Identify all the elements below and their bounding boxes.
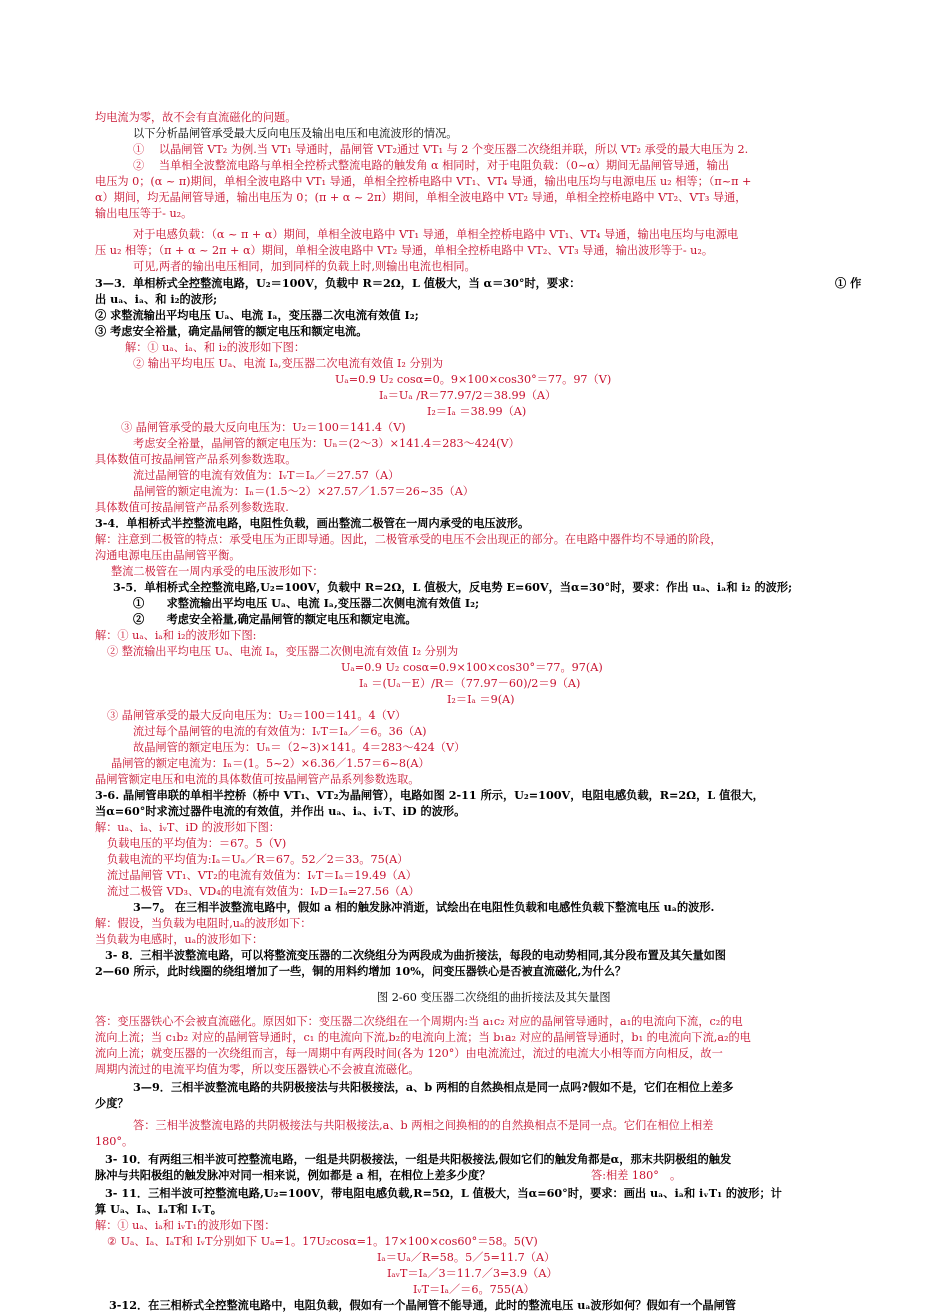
text-line: 当负载为电感时，uₐ的波形如下： (95, 933, 264, 946)
text-line: 流向上流；就变压器的一次绕组而言，每一周期中有两段时间(各为 120°）由电流流过，流过的电流大小相等而方向相反，故一 (95, 1047, 723, 1060)
text-line: 晶闸管额定电压和电流的具体数值可按晶闸管产品系列参数选取。 (95, 773, 420, 786)
text-line: 负载电压的平均值为：＝67。5（V) (107, 837, 287, 850)
text-line: 算 Uₐ、Iₐ、IₐT和 IᵥT。 (95, 1202, 222, 1216)
text-line: 周期内流过的电流平均值为零，所以变压器铁心不会被直流磁化。 (95, 1063, 420, 1076)
text-line: 解：① uₐ、iₐ、和 i₂的波形如下图： (125, 341, 306, 354)
text-line: 图 2-60 变压器二次绕组的曲折接法及其矢量图 (377, 991, 611, 1004)
text-line: 脉冲与共阳极组的触发脉冲对同一相来说，例如都是 a 相，在相位上差多少度？ (95, 1168, 491, 1182)
text-line: ③ 晶闸管承受的最大反向电压为：U₂＝100＝141。4（V） (107, 709, 407, 722)
text-line: 流过晶闸管 VT₁、VT₂的电流有效值为：IᵥT＝Iₐ＝19.49（A） (107, 869, 417, 882)
text-line: 3- 11．三相半波可控整流电路,U₂=100V，带电阻电感负载,R=5Ω，L 值极大，当α=60°时，要求：画出 uₐ、iₐ和 iᵥT₁ 的波形；计 (105, 1186, 782, 1200)
text-line: 3- 8．三相半波整流电路，可以将整流变压器的二次绕组分为两段成为曲折接法，每段的电动势相同,其分段布置及其矢量如图 (105, 948, 726, 962)
text-line: 解：① uₐ、iₐ和 i₂的波形如下图: (95, 629, 257, 642)
text-line: 电压为 0；(α ~ π)期间，单相全波电路中 VT₁ 导通，单相全控桥电路中 VT₁、VT₄ 导通，输出电压均与电源电压 u₂ 相等；（π~π + (95, 175, 752, 188)
text-line: α）期间，均无晶闸管导通，输出电压为 0；(π + α ~ 2π）期间，单相全波电路中 VT₂ 导通，单相全控桥电路中 VT₂、VT₃ 导通， (95, 191, 747, 204)
text-line: 当α=60°时求流过器件电流的有效值，并作出 uₐ、iₐ、iᵥT、iD 的波形。 (95, 804, 466, 818)
text-line: 解：注意到二极管的特点：承受电压为正即导通。因此，二极管承受的电压不会出现正的部分。在电路中器件均不导通的阶段， (95, 533, 722, 546)
text-line: 可见,两者的输出电压相同，加到同样的负载上时,则输出电流也相同。 (133, 260, 476, 273)
text-line: 解：① uₐ、iₐ和 iᵥT₁的波形如下图： (95, 1219, 276, 1232)
text-line: ② 整流输出平均电压 Uₐ、电流 Iₐ，变压器二次侧电流有效值 I₂ 分别为 (107, 645, 459, 658)
text-line: 流过二极管 VD₃、VD₄的电流有效值为：IᵥD＝Iₐ=27.56（A） (107, 885, 420, 898)
text-line: 流过每个晶闸管的电流的有效值为：IᵥT＝Iₐ／＝6。36（A) (133, 725, 427, 738)
text-line: 180°。 (95, 1135, 134, 1148)
text-line: 出 uₐ、iₐ、和 i₂的波形; (95, 292, 218, 306)
text-line: ② 考虑安全裕量,确定晶闸管的额定电压和额定电流。 (133, 612, 417, 626)
text-line: 解：uₐ、iₐ、iᵥT、iD 的波形如下图： (95, 821, 280, 834)
text-line: 3-5．单相桥式全控整流电路,U₂=100V，负载中 R=2Ω，L 值极大，反电势 E=60V，当α=30°时，要求：作出 uₐ、iₐ和 i₂ 的波形; (113, 580, 793, 594)
text-line: ② Uₐ、Iₐ、IₐT和 IᵥT分别如下 Uₐ=1。17U₂cosα=1。17×100×cos60°＝58。5(V) (107, 1235, 538, 1248)
text-line: 具体数值可按晶闸管产品系列参数选取。 (95, 453, 297, 466)
text-line: 少度？ (95, 1096, 129, 1110)
text-line: 压 u₂ 相等；（π + α ~ 2π + α）期间，单相全波电路中 VT₂ 导通，单相全控桥电路中 VT₂、VT₃ 导通，输出波形等于- u₂。 (95, 244, 714, 257)
text-line: Uₐ=0.9 U₂ cosα=0.9×100×cos30°＝77。97(A) (341, 661, 603, 674)
text-line: 输出电压等于- u₂。 (95, 207, 193, 220)
text-line: ② 求整流输出平均电压 Uₐ、电流 Iₐ，变压器二次电流有效值 I₂; (95, 308, 419, 322)
text-line: Iₐ ＝(Uₐ－E）/R＝（77.97－60)/2＝9（A) (359, 677, 581, 690)
text-line: 2—60 所示，此时线圈的绕组增加了一些，铜的用料约增加 10%，问变压器铁心是否被直流磁化,为什么？ (95, 964, 627, 978)
text-line: 以下分析晶闸管承受最大反向电压及输出电压和电流波形的情况。 (133, 127, 458, 140)
text-line: 晶闸管的额定电流为：Iₙ＝(1.5～2）×27.57／1.57＝26~35（A） (133, 485, 474, 498)
text-line: 具体数值可按晶闸管产品系列参数选取. (95, 501, 289, 514)
text-line: 流过晶闸管的电流有效值为：IᵥT＝Iₐ／＝27.57（A） (133, 469, 400, 482)
text-line: 3—3．单相桥式全控整流电路，U₂＝100V，负载中 R＝2Ω，L 值极大，当 α＝30°时，要求： (95, 276, 581, 290)
text-line: ① 作 (835, 276, 862, 290)
text-line: 3—9．三相半波整流电路的共阴极接法与共阳极接法，a、b 两相的自然换相点是同一点吗?假如不是，它们在相位上差多 (133, 1080, 734, 1094)
text-line: Iₐ＝Uₐ／R=58。5／5=11.7（A） (377, 1251, 556, 1264)
text-line: IₐᵥT＝Iₐ／3＝11.7／3=3.9（A） (387, 1267, 558, 1280)
text-line: I₂＝Iₐ ＝9(A) (447, 693, 515, 706)
text-line: IᵥT＝Iₐ／＝6。755(A） (413, 1283, 535, 1296)
text-line: 均电流为零，故不会有直流磁化的问题。 (95, 111, 297, 124)
text-line: 3-12．在三相桥式全控整流电路中，电阻负载，假如有一个晶闸管不能导通，此时的整流电压 uₐ波形如何？假如有一个晶闸管 (109, 1298, 736, 1312)
text-line: 答：变压器铁心不会被直流磁化。原因如下：变压器二次绕组在一个周期内:当 a₁c₂ 对应的晶闸管导通时，a₁的电流向下流，c₂的电 (95, 1015, 743, 1028)
text-line: 3- 10．有两组三相半波可控整流电路，一组是共阴极接法，一组是共阳极接法,假如它们的触发角都是α，那末共阴极组的触发 (105, 1152, 732, 1166)
text-line: Uₐ=0.9 U₂ cosα=0。9×100×cos30°＝77。97（V) (335, 373, 612, 386)
text-line: 整流二极管在一周内承受的电压波形如下： (111, 565, 324, 578)
text-line: ② 当单相全波整流电路与单相全控桥式整流电路的触发角 α 相同时，对于电阻负载：（0~α）期间无晶闸管导通，输出 (133, 159, 730, 172)
text-line: 晶闸管的额定电流为：Iₙ＝(1。5~2）×6.36／1.57＝6~8(A） (111, 757, 430, 770)
text-line: 沟通电源电压由晶闸管平衡。 (95, 549, 241, 562)
text-line: 解：假设，当负载为电阻时,uₐ的波形如下： (95, 917, 312, 930)
text-line: ③ 考虑安全裕量，确定晶闸管的额定电压和额定电流。 (95, 324, 368, 338)
text-line: 流向上流；当 c₁b₂ 对应的晶闸管导通时，c₁ 的电流向下流,b₂的电流向上流；当 b₁a₂ 对应的晶闸管导通时，b₁ 的电流向下流,a₂的电 (95, 1031, 751, 1044)
text-line: 对于电感负载：（α ~ π + α）期间，单相全波电路中 VT₁ 导通，单相全控桥电路中 VT₁、VT₄ 导通，输出电压均与电源电 (133, 228, 739, 241)
text-line: 3-4．单相桥式半控整流电路，电阻性负载，画出整流二极管在一周内承受的电压波形。 (95, 516, 530, 530)
text-line: Iₐ＝Uₐ /R＝77.97/2＝38.99（A） (379, 389, 557, 402)
text-line: ① 以晶闸管 VT₂ 为例.当 VT₁ 导通时，晶闸管 VT₂通过 VT₁ 与 2 个变压器二次绕组并联，所以 VT₂ 承受的最大电压为 2. (133, 143, 749, 156)
text-line: 负载电流的平均值为:Iₐ＝Uₐ／R＝67。52／2＝33。75(A） (107, 853, 409, 866)
text-line: ② 输出平均电压 Uₐ、电流 Iₐ,变压器二次电流有效值 I₂ 分别为 (133, 357, 444, 370)
text-line: 故晶闸管的额定电压为：Uₙ＝（2~3)×141。4＝283～424（V） (133, 741, 466, 754)
text-line: ③ 晶闸管承受的最大反向电压为：U₂＝100＝141.4（V) (121, 421, 406, 434)
text-line: 3-6. 晶闸管串联的单相半控桥（桥中 VT₁、VT₂为晶闸管），电路如图 2-11 所示，U₂=100V，电阻电感负载，R=2Ω，L 值很大， (95, 788, 764, 802)
text-line: I₂＝Iₐ ＝38.99（A) (427, 405, 527, 418)
text-line: 考虑安全裕量，晶闸管的额定电压为：Uₙ＝(2～3）×141.4＝283～424(V） (133, 437, 520, 450)
text-line: 3—7。 在三相半波整流电路中，假如 a 相的触发脉冲消逝，试绘出在电阻性负载和电感性负载下整流电压 uₐ的波形. (133, 900, 715, 914)
text-line: 答:相差 180° 。 (591, 1169, 682, 1182)
text-line: 答：三相半波整流电路的共阴极接法与共阳极接法,a、b 两相之间换相的的自然换相点不是同一点。它们在相位上相差 (133, 1119, 714, 1132)
text-line: ① 求整流输出平均电压 Uₐ、电流 Iₐ,变压器二次侧电流有效值 I₂; (133, 596, 480, 610)
